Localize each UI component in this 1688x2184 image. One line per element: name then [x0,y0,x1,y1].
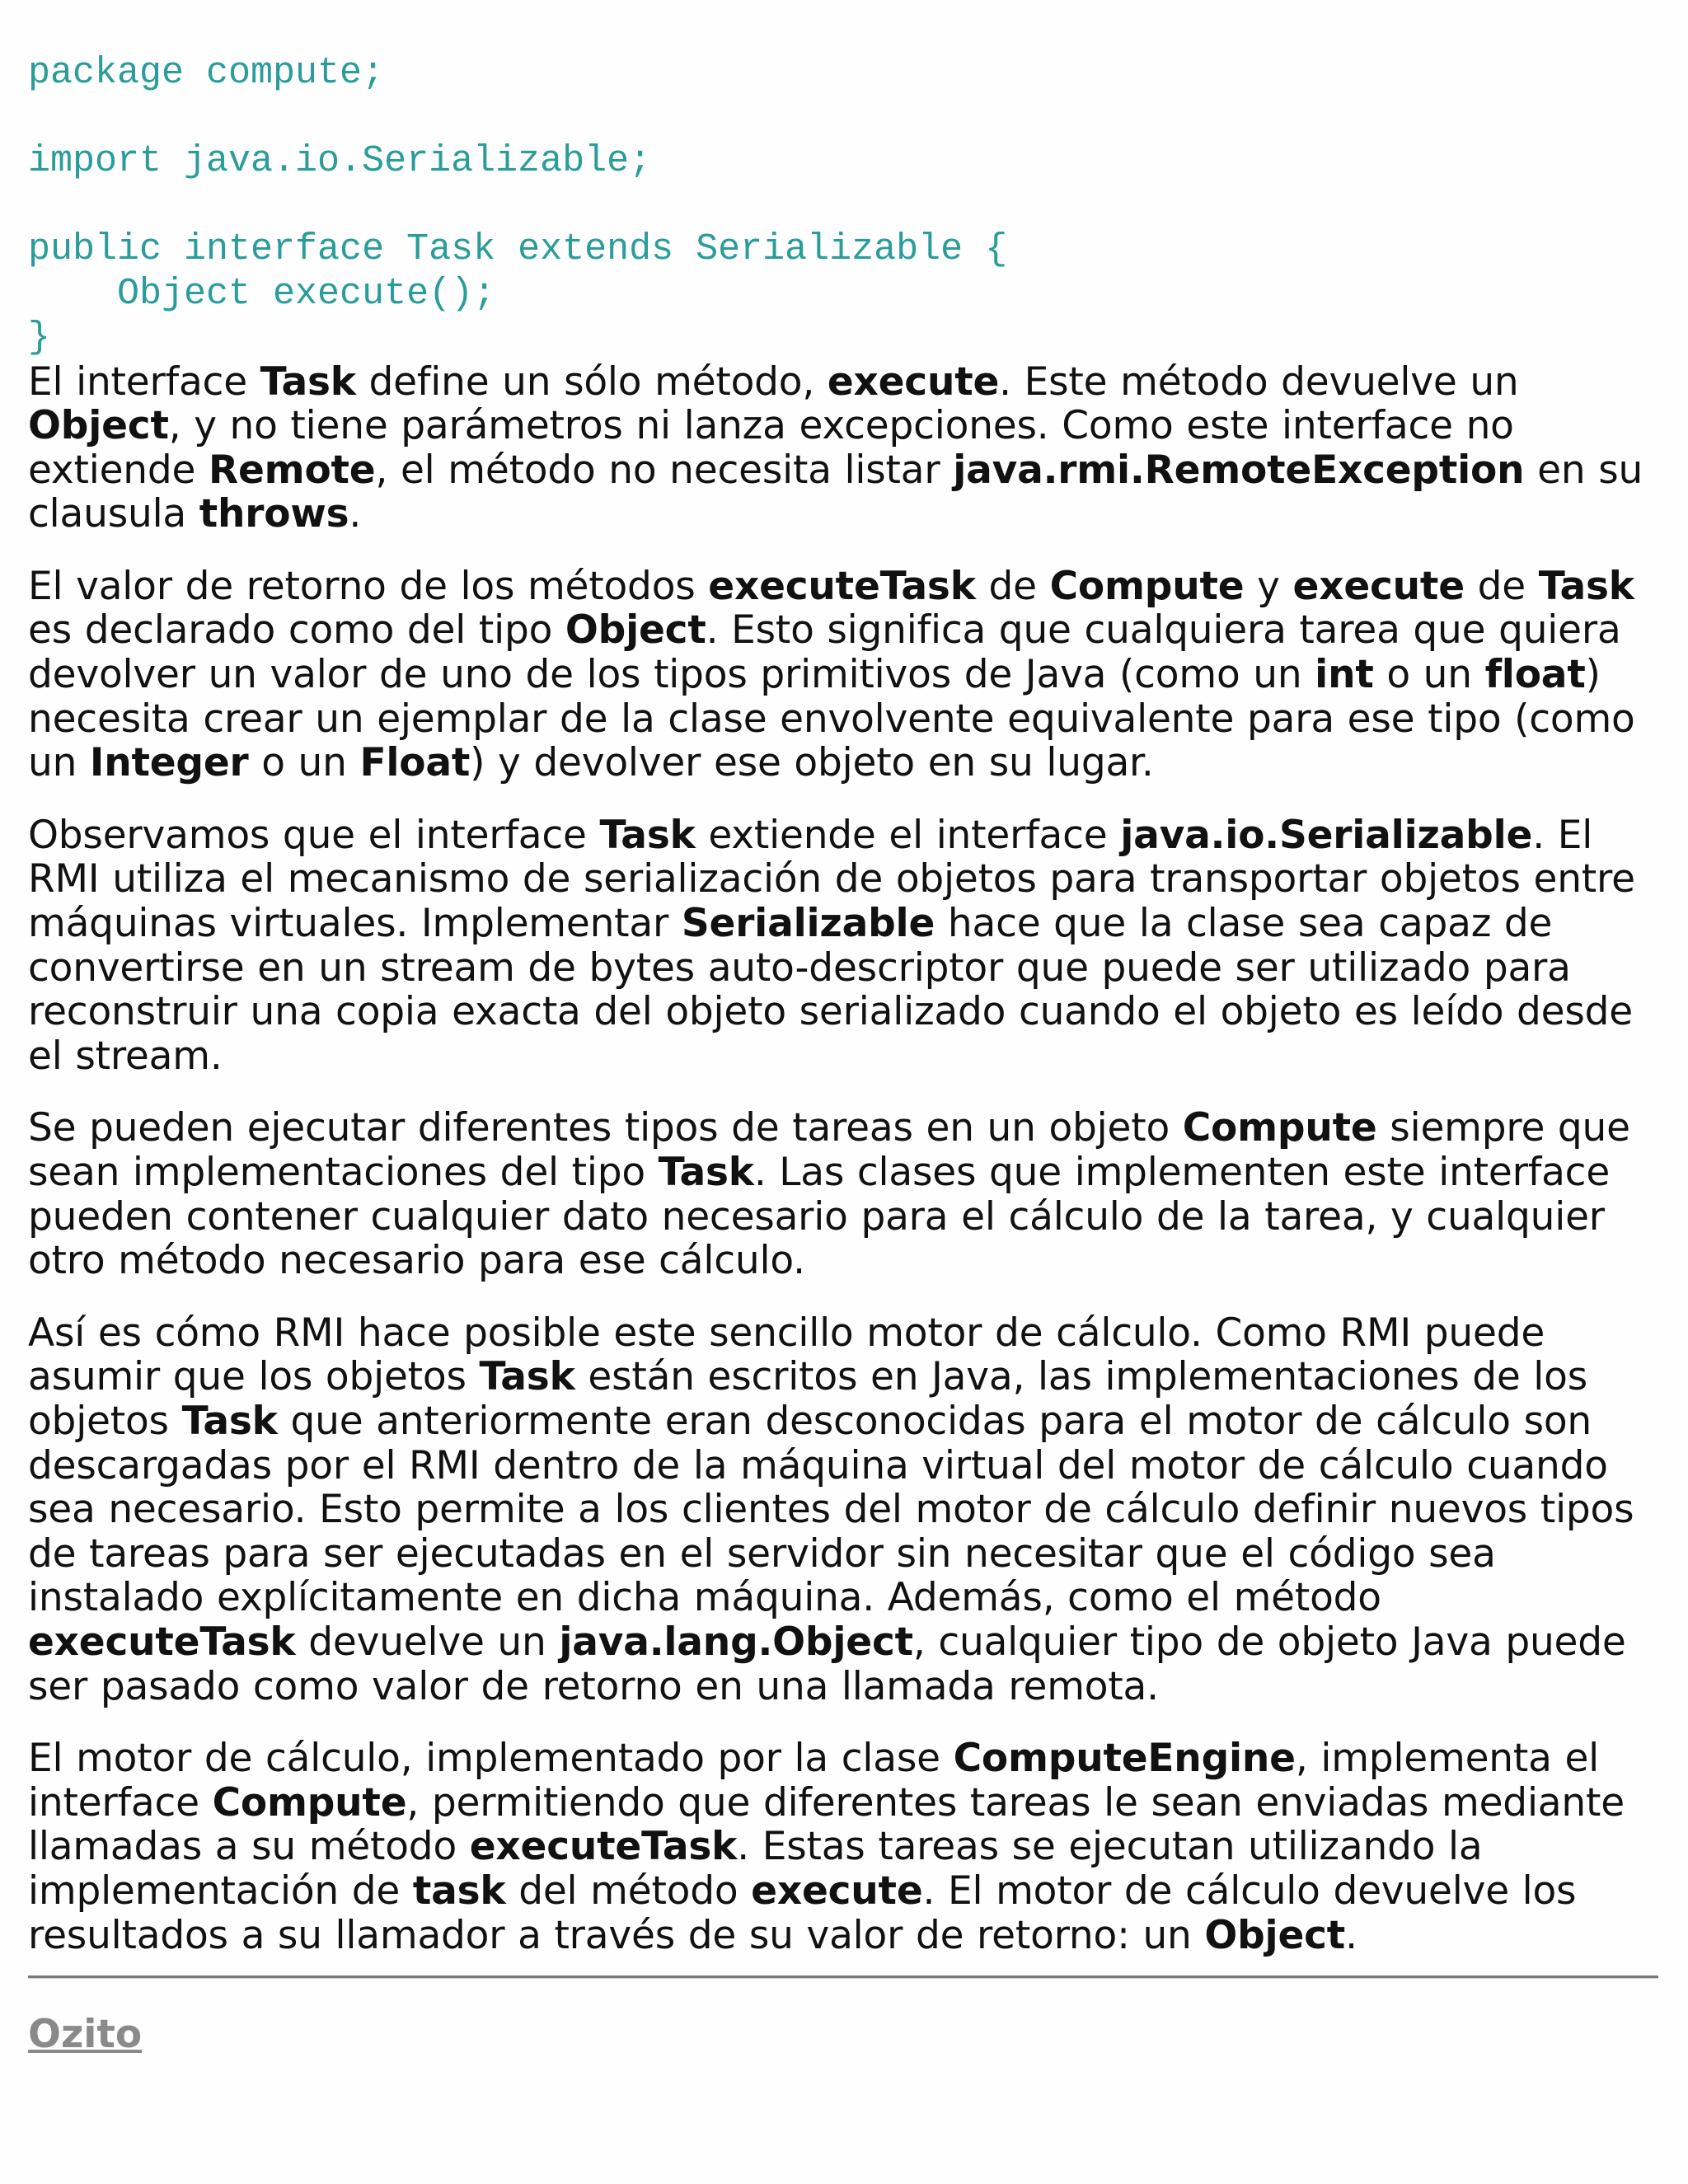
code-block [28,51,1660,360]
paragraph-serializable [28,813,1660,1079]
text-run: están escritos en Java, las implementaciones de los objetos [28,1354,1588,1444]
bold-term: Compute [212,1779,407,1825]
bold-term: Task [658,1150,754,1195]
code-line: Object execute(); [28,272,496,315]
bold-term: executeTask [708,563,976,609]
text-run: , y no tiene parámetros ni lanza excepciones. Como este interface no extiende [28,403,1514,493]
bold-term: float [1484,652,1586,698]
text-run: . Esto significa que cualquiera tarea que quiera devolver un valor de uno de los tipos primitivos de Java (como un [28,607,1621,698]
bold-term: Task [181,1398,278,1444]
bold-term: Float [359,740,471,786]
bold-term: Task [479,1354,575,1400]
text-run: que anteriormente eran desconocidas para el motor de cálculo son descargadas por el RMI dentro de la máquina virtual del motor de cálculo cuando sea necesario. Esto permite a los clientes del motor de cálculo definir nuevos tipos de tareas para ser ejecutadas en el servidor sin necesitar que el código sea instalado explícitamente en dicha máquina. Además, como el método [28,1398,1634,1621]
text-run: Se pueden ejecutar diferentes tipos de tareas en un objeto [28,1105,1183,1151]
paragraph-task-interface [28,360,1660,537]
bold-term: throws [199,491,349,537]
text-run: , permitiendo que diferentes tareas le sean enviadas mediante llamadas a su método [28,1779,1625,1870]
bold-term: Integer [89,740,249,786]
bold-term: Object [1204,1912,1346,1958]
bold-term: Serializable [681,901,935,947]
text-run: , el método no necesita listar [375,447,954,493]
text-run: del método [505,1868,752,1914]
text-run: extiende el interface [695,812,1121,858]
code-line: import java.io.Serializable; [28,140,652,182]
bold-term: execute [827,359,1000,405]
text-run: define un sólo método, [355,359,828,405]
text-run: y [1244,563,1293,609]
paragraph-compute-engine [28,1736,1660,1957]
text-run: ) necesita crear un ejemplar de la clase envolvente equivalente para ese tipo (como un [28,652,1635,786]
paragraph-task-types [28,1106,1660,1282]
bold-term: Object [28,403,169,449]
bold-term: executeTask [469,1824,738,1870]
bold-term: Compute [1182,1105,1377,1151]
bold-term: Object [565,607,706,654]
text-run: hace que la clase sea capaz de convertirse en un stream de bytes auto-descriptor que puede ser utilizado para reconstruir una copia exacta del objeto serializado cuando el objeto es leído desde el stream. [28,901,1633,1079]
text-run: es declarado como del tipo [28,607,565,654]
text-run: . El motor de cálculo devuelve los resultados a su llamador a través de su valor de retorno: un [28,1868,1577,1958]
text-run: devuelve un [295,1619,560,1665]
text-run: Así es cómo RMI hace posible este sencillo motor de cálculo. Como RMI puede asumir que los objetos [28,1310,1545,1400]
text-run: de [1464,563,1539,609]
text-run: El interface [28,359,260,405]
text-run: . Este método devuelve un [999,359,1519,405]
text-run: ) y devolver ese objeto en su lugar. [470,740,1154,786]
bold-term: Task [260,359,356,405]
text-run: . [349,491,362,537]
code-line: package compute; [28,52,385,94]
bold-term: java.rmi.RemoteException [953,447,1525,493]
bold-term: execute [1292,563,1465,609]
bold-term: ComputeEngine [953,1736,1296,1782]
text-run: El valor de retorno de los métodos [28,563,709,609]
document-page [28,51,1660,2057]
text-run: de [975,563,1050,609]
bold-term: task [412,1868,506,1914]
code-line: } [28,316,51,359]
paragraph-return-value [28,565,1660,785]
text-run: . Las clases que implementen este interface pueden contener cualquier dato necesario para el cálculo de la tarea, y cualquier otro método necesario para ese cálculo. [28,1150,1611,1284]
bold-term: executeTask [28,1619,296,1665]
code-line: public interface Task extends Serializable { [28,228,1008,270]
ozito-link[interactable]: Ozito [28,2012,143,2058]
horizontal-divider [28,1975,1658,1979]
text-run: siempre que sean implementaciones del tipo [28,1105,1630,1195]
text-run: o un [1373,652,1485,698]
paragraph-rmi-engine [28,1311,1660,1708]
bold-term: Task [1538,563,1634,609]
text-run: , cualquier tipo de objeto Java puede ser pasado como valor de retorno en una llamada remota. [28,1619,1626,1709]
bold-term: java.io.Serializable [1120,812,1533,858]
bold-term: Compute [1049,563,1245,609]
text-run: , implementa el interface [28,1736,1600,1825]
bold-term: java.lang.Object [559,1619,913,1665]
bold-term: execute [751,1868,923,1914]
text-run: en su clausula [28,447,1643,537]
bold-term: Remote [209,447,376,493]
text-run: . El RMI utiliza el mecanismo de serialización de objetos para transportar objetos entre máquinas virtuales. Implementar [28,812,1635,947]
text-run: o un [248,740,360,786]
text-run: . Estas tareas se ejecutan utilizando la implementación de [28,1824,1483,1914]
bold-term: Task [599,812,696,858]
text-run: . [1345,1912,1357,1958]
bold-term: int [1315,652,1374,698]
text-run: El motor de cálculo, implementado por la clase [28,1736,954,1782]
text-run: Observamos que el interface [28,812,600,858]
